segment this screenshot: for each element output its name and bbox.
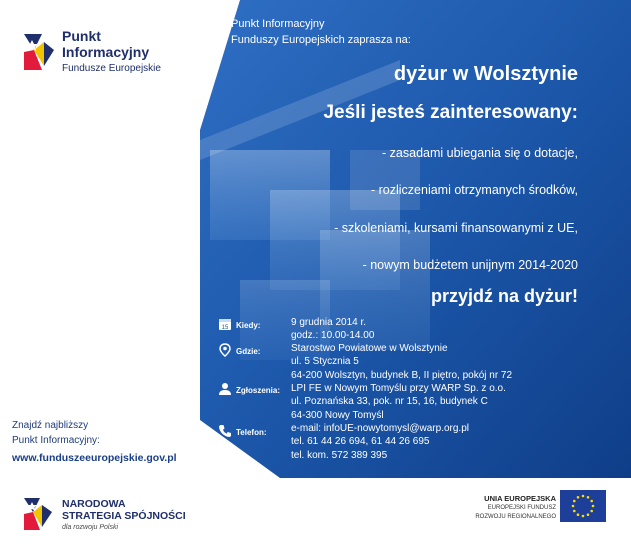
intro-line-1: Punkt Informacyjny: [231, 18, 325, 30]
logo-line-1: Punkt: [62, 28, 101, 44]
phone-line: e-mail: infoUE-nowytomysl@warp.org.pl: [291, 423, 469, 434]
phone-line: tel. 61 44 26 694, 61 44 26 695: [291, 436, 430, 448]
where-line: 64-200 Wolsztyn, budynek B, II piętro, pokój nr 72: [291, 369, 513, 381]
when-value: [291, 316, 374, 343]
find-nearest-block: [12, 418, 202, 466]
bullet-item: - rozliczeniami otrzymanych środków,: [370, 183, 578, 197]
nss-logo-mark-icon: [22, 494, 56, 534]
intro-text: [231, 16, 411, 48]
bullet-item: - zasadami ubiegania się o dotacje,: [382, 146, 578, 160]
logo-line-3: Fundusze Europejskie: [62, 63, 161, 74]
website-link[interactable]: www.funduszeeuropejskie.gov.pl: [12, 452, 177, 464]
headline-interested: Jeśli jesteś zainteresowany:: [323, 102, 578, 123]
nss-line-3: dla rozwoju Polski: [62, 524, 119, 531]
phone-line: tel. kom. 572 389 395: [291, 449, 388, 461]
where-line: Starostwo Powiatowe w Wolsztynie: [291, 343, 448, 354]
eu-line-3: ROZWOJU REGIONALNEGO: [475, 514, 556, 520]
signup-line: ul. Poznańska 33, pok. nr 15, 16, budynek C: [291, 396, 488, 408]
nss-line-1: NARODOWA: [62, 498, 126, 510]
where-value: [291, 342, 512, 382]
find-line-2: Punkt Informacyjny:: [12, 435, 100, 446]
phone-value: [291, 422, 469, 462]
when-label: Kiedy:: [236, 321, 261, 330]
narodowa-strategia-logo: [22, 492, 222, 536]
eu-text: [466, 494, 556, 521]
location-pin-icon: [218, 343, 232, 357]
nss-line-2: STRATEGIA SPÓJNOŚCI: [62, 510, 186, 522]
headline-dyzur: dyżur w Wolsztynie: [393, 63, 578, 85]
fe-logo-mark-icon: [22, 30, 56, 74]
where-label: Gdzie:: [236, 347, 261, 356]
person-icon: [218, 382, 232, 396]
phone-label: Telefon:: [236, 428, 267, 437]
signup-line: LPI FE w Nowym Tomyślu przy WARP Sp. z o.o.: [291, 383, 506, 394]
punkt-informacyjny-logo: [22, 28, 192, 84]
calendar-day: 15: [221, 325, 229, 331]
eu-line-2: EUROPEJSKI FUNDUSZ: [487, 505, 556, 511]
where-line: ul. 5 Stycznia 5: [291, 356, 359, 368]
intro-line-2: Funduszy Europejskich zaprasza na:: [231, 34, 411, 46]
signup-value: [291, 382, 506, 422]
logo-line-2: Informacyjny: [62, 44, 150, 60]
signup-label: Zgłoszenia:: [236, 386, 281, 395]
phone-icon: [218, 424, 232, 438]
when-line: 9 grudnia 2014 r.: [291, 317, 367, 328]
bullet-item: - nowym budżetem unijnym 2014-2020: [362, 258, 578, 272]
find-line-1: Znajdź najbliższy: [12, 420, 89, 431]
signup-line: 64-300 Nowy Tomyśl: [291, 409, 384, 421]
bullet-item: - szkoleniami, kursami finansowanymi z UE,: [334, 221, 578, 235]
eu-flag-icon: [560, 490, 606, 522]
eu-line-1: UNIA EUROPEJSKA: [484, 494, 556, 503]
calendar-icon: [218, 317, 232, 331]
call-to-action: przyjdź na dyżur!: [430, 286, 578, 306]
when-line: godz.: 10.00-14.00: [291, 330, 375, 342]
